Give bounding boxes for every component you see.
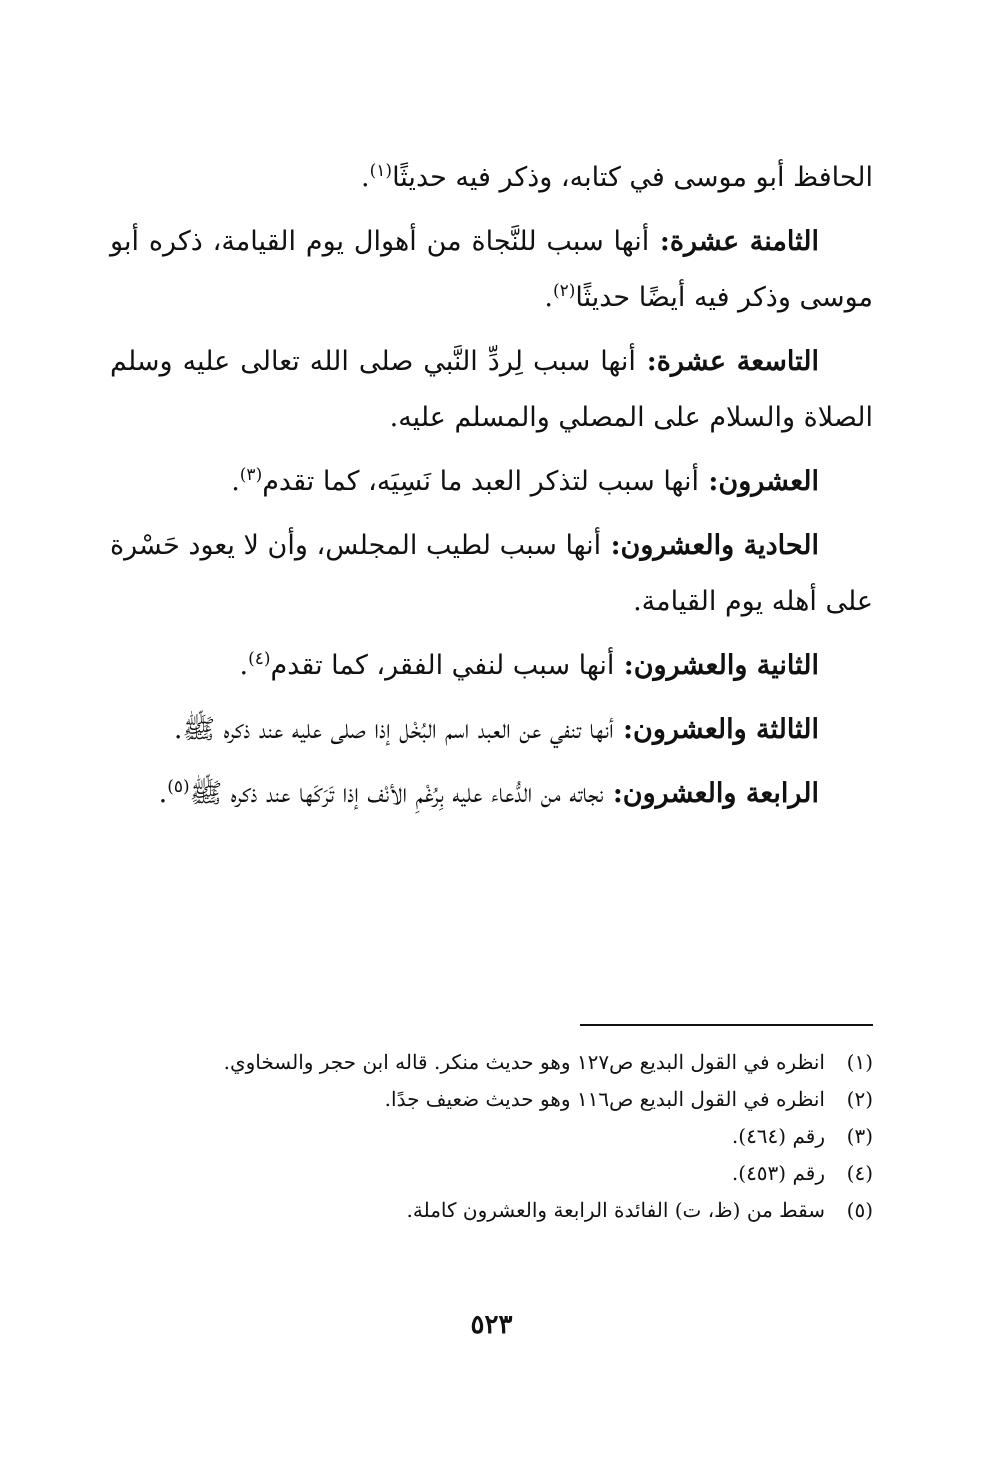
footnote-item — [110, 1082, 873, 1116]
benefit-22: الثانية والعشرون: أنها سبب لنفي الفقر، كما تقدم$^{(٤)}$. — [239, 649, 819, 681]
footnote-text: سقط من (ظ، ت) الفائدة الرابعة والعشرون كاملة. — [406, 1198, 825, 1222]
benefit-heading: التاسعة عشرة: — [635, 346, 819, 377]
footnote-separator — [580, 1024, 873, 1026]
benefit-21: الحادية والعشرون: أنها سبب لطيب المجلس، وأن لا يعود حَسْرة على أهله يوم القيامة. — [110, 530, 873, 617]
footnote-number: (٣) — [846, 1124, 873, 1148]
benefit-heading: الثانية والعشرون: — [614, 650, 819, 681]
footnote-text: انظره في القول البديع ص١١٦ وهو حديث ضعيف جدًا. — [384, 1087, 825, 1111]
footnote-ref: (٤) — [248, 649, 271, 669]
footnote-ref: (٣) — [239, 465, 263, 485]
footnote-ref: (٥) — [167, 777, 190, 797]
book-page — [110, 150, 873, 1430]
benefit-24: الرابعة والعشرون: نجاته من الدُّعاء عليه بِرُغْمِ الأنْف إذا تَرَكَها عند ذكره ﷺ$^{(٥)}$. — [158, 777, 819, 809]
footnote-text: رقم (٤٦٤). — [731, 1124, 825, 1148]
footnote-item — [110, 1156, 873, 1190]
benefit-heading: الحادية والعشرون: — [601, 530, 819, 561]
footnote-ref: (١) — [369, 161, 393, 181]
paragraph-continuation: الحافظ أبو موسى في كتابه، وذكر فيه حديثًا$^{(١)}$. — [361, 161, 873, 193]
page-number: ٥٢٣ — [470, 1310, 513, 1340]
footnote-number: (٢) — [846, 1087, 873, 1111]
footnote-item — [110, 1193, 873, 1227]
footnotes — [110, 1045, 873, 1230]
footnote-item — [110, 1045, 873, 1079]
footnote-item — [110, 1119, 873, 1153]
footnote-number: (١) — [846, 1050, 873, 1074]
benefit-18: الثامنة عشرة: أنها سبب للنَّجاة من أهوال يوم القيامة، ذكره أبو موسى وذكر فيه أيضًا حديثًا$^{(٢)}$. — [110, 226, 873, 313]
footnote-number: (٥) — [846, 1198, 873, 1222]
benefit-heading: الثامنة عشرة: — [649, 226, 819, 257]
benefit-20: العشرون: أنها سبب لتذكر العبد ما نَسِيَه، كما تقدم$^{(٣)}$. — [231, 465, 819, 497]
benefit-heading: الثالثة والعشرون: — [613, 714, 819, 745]
footnote-ref: (٢) — [552, 281, 576, 301]
benefit-23: الثالثة والعشرون: أنها تنفي عن العبد اسم البُخْل إذا صلى عليه عند ذكره ﷺ. — [173, 714, 819, 745]
benefit-heading: الرابعة والعشرون: — [603, 778, 819, 809]
footnote-text: رقم (٤٥٣). — [731, 1161, 825, 1185]
footnote-number: (٤) — [846, 1161, 873, 1185]
footnote-text: انظره في القول البديع ص١٢٧ وهو حديث منكر. قاله ابن حجر والسخاوي. — [223, 1050, 825, 1074]
main-text — [110, 150, 873, 822]
benefit-19: التاسعة عشرة: أنها سبب لِردِّ النَّبي صلى الله تعالى عليه وسلم الصلاة والسلام على المصلي والمسلم عليه. — [110, 346, 873, 433]
benefit-heading: العشرون: — [699, 466, 819, 497]
